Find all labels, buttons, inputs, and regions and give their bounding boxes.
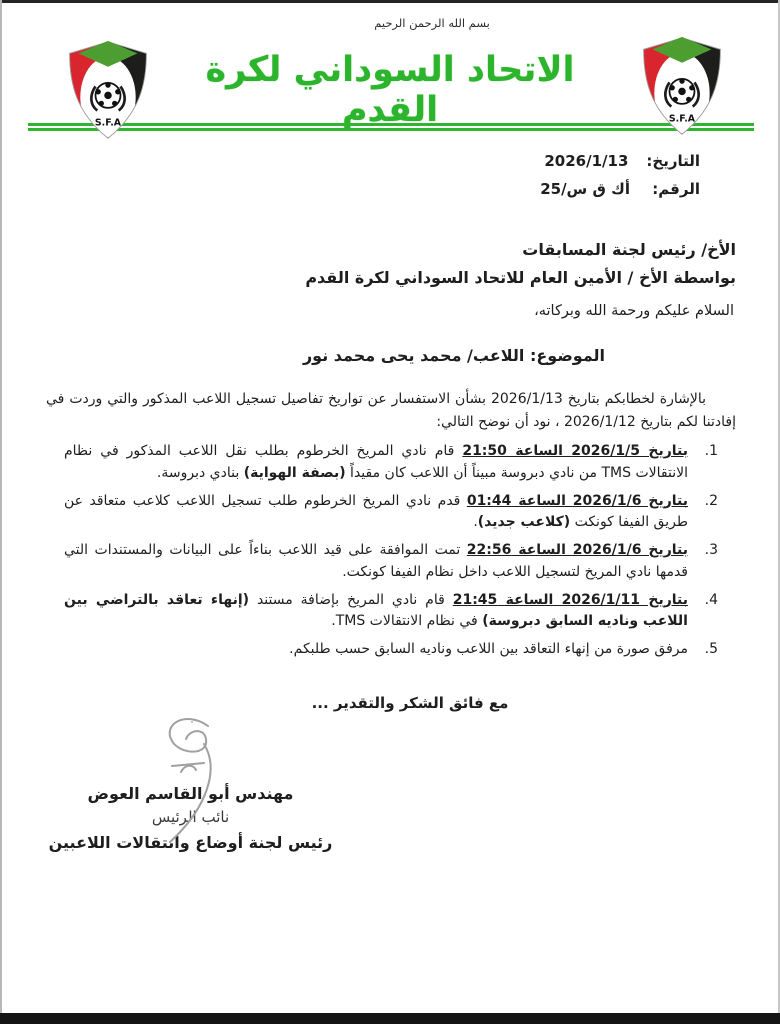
item-number: 4. xyxy=(704,591,718,608)
closing-text: مع فائق الشكر والتقدير ... xyxy=(311,694,509,712)
sfa-shield-icon xyxy=(630,36,734,136)
timeline-item xyxy=(64,540,718,583)
timeline-item xyxy=(64,491,718,534)
recipient-block xyxy=(305,236,736,292)
recipient-line-1: الأخ/ رئيس لجنة المسابقات xyxy=(522,240,736,259)
sfa-acronym-label: S.F.A xyxy=(94,117,122,129)
item-date-lead: بتاريخ 2026/1/6 الساعة 01:44 xyxy=(466,492,689,509)
bismillah-text: بسم الله الرحمن الرحيم xyxy=(374,16,490,30)
reference-label: الرقم: xyxy=(652,180,700,198)
reference-row xyxy=(540,180,700,198)
photo-edge-left xyxy=(0,0,2,1024)
timeline-list xyxy=(64,441,718,667)
federation-title: الاتحاد السوداني لكرة القدم xyxy=(205,50,575,130)
timeline-item xyxy=(64,639,718,661)
recipient-line-2: بواسطة الأخ / الأمين العام للاتحاد السوداني لكرة القدم xyxy=(305,268,736,287)
sfa-crest-right-icon xyxy=(630,36,734,140)
reference-value: أك ق س/25 xyxy=(540,180,630,198)
signatory-role-vice-president: نائب الرئيس xyxy=(151,808,230,826)
signatory-name: مهندس أبو القاسم العوض xyxy=(87,784,294,803)
item-date-lead: بتاريخ 2026/1/6 الساعة 22:56 xyxy=(466,542,688,558)
item-number: 3. xyxy=(704,542,718,558)
date-value: 2026/1/13 xyxy=(544,152,629,170)
photo-edge-bottom xyxy=(0,1013,780,1024)
signature-block xyxy=(48,712,333,852)
sfa-crest-left-icon xyxy=(56,40,160,144)
sfa-shield-icon xyxy=(56,40,160,140)
item-date-lead: بتاريخ 2026/1/5 الساعة 21:50 xyxy=(462,443,689,459)
letter-meta xyxy=(540,152,700,208)
item-text: بتاريخ 2026/1/5 الساعة 21:50 قام نادي المريخ الخرطوم بطلب نقل اللاعب المذكور في نظام الانتقالات TMS من نادي دبروسة مبيناً أن اللاعب كان مقيداً (بصفة الهواية) بنادي دبروسة. xyxy=(64,443,689,481)
timeline-item xyxy=(64,590,718,633)
subject-line: الموضوع: اللاعب/ محمد يحى محمد نور xyxy=(302,346,606,365)
signature-scribble-icon xyxy=(146,714,246,849)
item-number: 2. xyxy=(704,492,718,509)
sfa-acronym-label: S.F.A xyxy=(668,113,696,125)
photo-edge-top xyxy=(0,0,780,3)
signatory-role-committee: رئيس لجنة أوضاع وانتقالات اللاعبين xyxy=(48,833,333,852)
intro-paragraph: بالإشارة لخطابكم بتاريخ 2026/1/13 بشأن الاستفسار عن تواريخ تفاصيل تسجيل اللاعب المذكور والتي وردت في إفادتنا لكم بتاريخ 2026/1/12 ، نود أن نوضح التالي: xyxy=(46,391,736,430)
item-number: 1. xyxy=(704,443,718,459)
item-text: بتاريخ 2026/1/11 الساعة 21:45 قام نادي المريخ بإضافة مستند (إنهاء تعاقد بالتراضي بين اللاعب وناديه السابق دبروسة) في نظام الانتقالات TMS. xyxy=(64,591,688,629)
item-text: مرفق صورة من إنهاء التعاقد بين اللاعب وناديه السابق حسب طلبكم. xyxy=(289,641,688,657)
item-text: بتاريخ 2026/1/6 الساعة 01:44 قدم نادي المريخ الخرطوم طلب تسجيل اللاعب كلاعب متعاقد عن طريق الفيفا كونكت (كلاعب جديد). xyxy=(64,492,689,530)
date-label: التاريخ: xyxy=(646,152,700,170)
date-row xyxy=(540,152,700,170)
item-text: بتاريخ 2026/1/6 الساعة 22:56 تمت الموافقة على قيد اللاعب بناءاً على البيانات والمستندات التي قدمها نادي المريخ لتسجيل اللاعب داخل نظام الفيفا كونكت. xyxy=(64,542,688,580)
item-number: 5. xyxy=(704,641,718,657)
item-date-lead: بتاريخ 2026/1/11 الساعة 21:45 xyxy=(452,591,688,608)
salutation-text: السلام عليكم ورحمة الله وبركاته، xyxy=(534,303,734,319)
timeline-item xyxy=(64,441,718,484)
